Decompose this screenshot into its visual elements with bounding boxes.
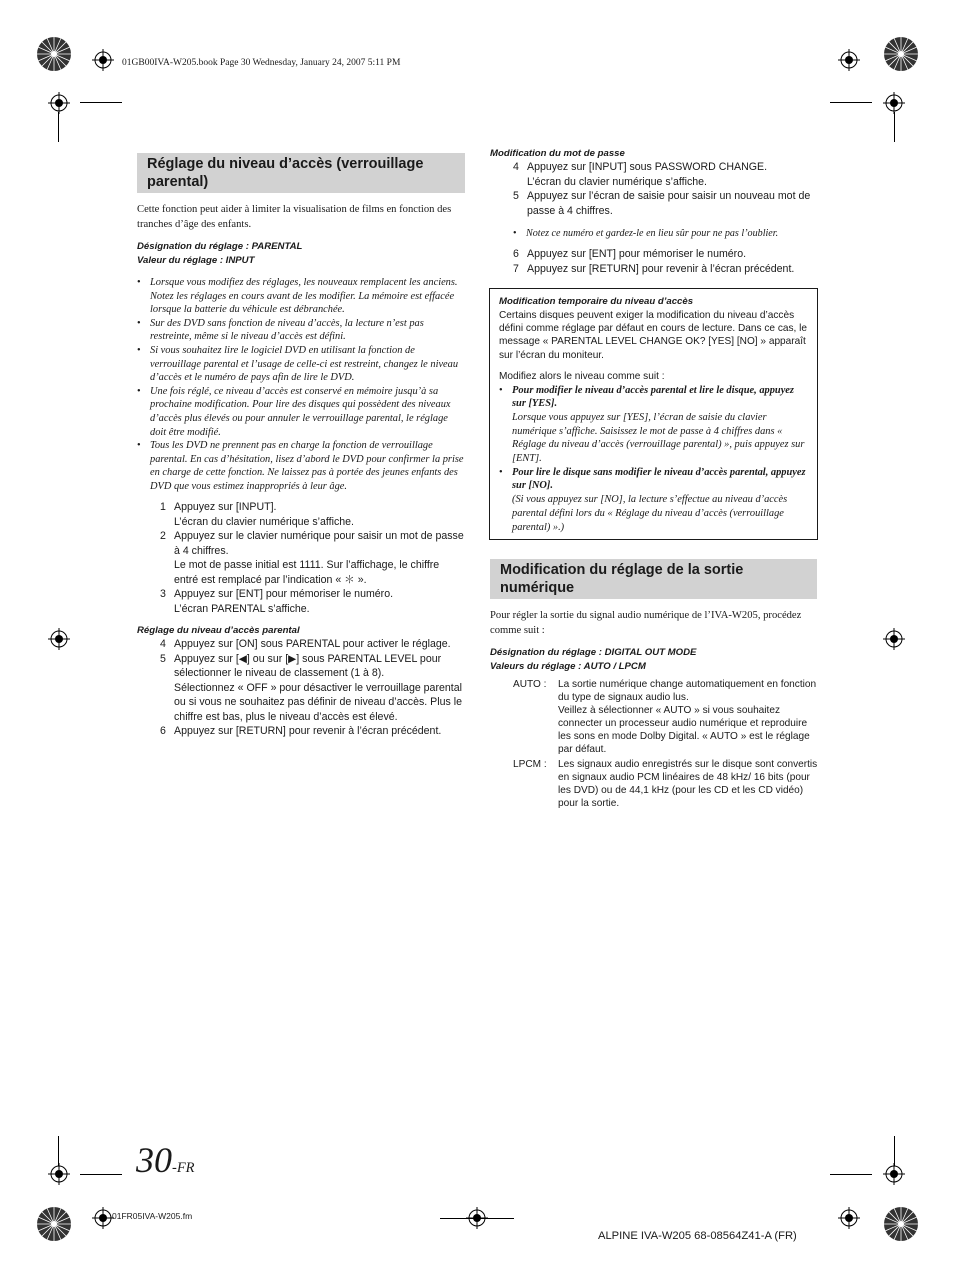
registration-star-icon (36, 36, 72, 72)
step-item: 5 Appuyez sur l’écran de saisie pour saisir un nouveau mot de passe à 4 chiffres. (513, 190, 811, 217)
password-note (513, 227, 819, 241)
step-item: 3 Appuyez sur [ENT] pour mémoriser le numéro. L’écran PARENTAL s’affiche. (160, 587, 466, 616)
step-item: 2 Appuyez sur le clavier numérique pour saisir un mot de passe à 4 chiffres. Le mot de passe initial est 1111. Sur l’affichage, le chiffre entré est remplacé par l’indication « ＊ ». (160, 529, 466, 587)
step-number: 6 (513, 248, 519, 260)
crosshair-icon (838, 49, 860, 71)
list-item: • Tous les DVD ne prennent pas en charge la fonction de verrouillage parental. En cas d’hésitation, lisez d’abord le DVD pour confirmer la prise en charge de cette fonction. Ne laissez pas à portée des jeunes enfants des DVD que vous estimez inappropriés à leur âge. (137, 440, 464, 492)
step-number: 7 (513, 262, 519, 275)
key-label: [ENT] (588, 248, 616, 260)
section-heading-digital-out-text: Modification du réglage de la sortie numérique (500, 562, 744, 596)
box-bullet-no: • Pour lire le disque sans modifier le niveau d’accès parental, appuyez sur [NO]. (Si vous appuyez sur [NO], la lecture s’effectue au niveau d’accès parental défini lors du « Réglage du niveau d’accès (verrouillage parental) ».) (499, 466, 808, 535)
box-label: Modification temporaire du niveau d’accès (499, 296, 694, 307)
page-number-digits: 30 (136, 1140, 172, 1180)
note-text: Si vous souhaitez lire le logiciel DVD en utilisant la fonction de verrouillage parental et l’usage de celle-ci est restreint, changez le niveau d’accès et le numéro de pays afin de lire le DVD. (150, 344, 459, 384)
definition-desc: Les signaux audio enregistrés sur le disque sont convertis en signaux audio PCM linéaires de 48 kHz/ 16 bits (pour les DVD) ou de 44,1 kHz (pour les CD et les CD vidéo) pour la sortie. (558, 759, 818, 809)
definition-auto (513, 678, 818, 756)
key-label: [INPUT] (235, 501, 274, 513)
crosshair-icon (48, 628, 70, 650)
setting-value-2: Valeurs du réglage : AUTO / LPCM (490, 660, 646, 672)
crosshair-icon (92, 1207, 114, 1229)
step-sub: L’écran du clavier numérique s’affiche. (174, 515, 355, 528)
step-item: 1 Appuyez sur [INPUT]. L’écran du clavier numérique s’affiche. (160, 500, 466, 529)
box-bullet-no-text: (Si vous appuyez sur [NO], la lecture s’effectue au niveau d’accès parental défini lors du « Réglage du niveau d’accès (verrouillage parental) ».) (512, 494, 788, 533)
note-text: Une fois réglé, ce niveau d’accès est conservé en mémoire jusqu’à sa prochaine modification. Pour lire des disques qui possèdent des niveaux d’accès plus élevés ou pour annuler le verrouillage parental, le réglage doit être modifié. (150, 385, 451, 438)
list-item: • Lorsque vous modifiez des réglages, les nouveaux remplacent les anciens. Notez les réglages en cours avant de les modifier. La mémoire est effacée lorsque la batterie du véhicule est débranchée. (137, 277, 458, 316)
intro-paragraph-2: Pour régler la sortie du signal audio numérique de l’IVA-W205, procédez comme suit : (490, 610, 802, 636)
step-item: 4 Appuyez sur [ON] sous PARENTAL pour activer le réglage. (160, 638, 451, 650)
setting-value: Valeur du réglage : INPUT (137, 254, 255, 266)
step-item: 4 Appuyez sur [INPUT] sous PASSWORD CHANGE. L’écran du clavier numérique s’affiche. (513, 160, 819, 189)
key-label: [ENT] (235, 588, 263, 600)
book-header-line: 01GB00IVA-W205.book Page 30 Wednesday, January 24, 2007 5:11 PM (122, 58, 401, 68)
definition-lpcm (513, 758, 818, 810)
section-heading-digital-out (490, 559, 817, 599)
steps-parental-level (160, 637, 466, 739)
note-text: Tous les DVD ne prennent pas en charge la fonction de verrouillage parental. En cas d’hésitation, lisez d’abord le DVD pour confirmer la prise en charge de cette fonction. Ne laissez pas à portée des jeunes enfants des DVD que vous estimez inappropriés à leur âge. (150, 440, 464, 492)
note-text: Notez ce numéro et gardez-le en lieu sûr pour ne pas l’oublier. (526, 228, 779, 239)
box-bullet-yes-title: Pour modifier le niveau d’accès parental et lire le disque, appuyez sur [YES]. (512, 384, 794, 410)
step-item: 7 Appuyez sur [RETURN] pour revenir à l’écran précédent. (513, 262, 795, 275)
step-number: 1 (160, 501, 166, 513)
step-item: 6 Appuyez sur [ENT] pour mémoriser le numéro. (513, 248, 747, 260)
step-item: 5 Appuyez sur [◀] ou sur [▶] sous PARENTAL LEVEL pour sélectionner le niveau de classement (1 à 8). Sélectionnez « OFF » pour désactiver le verrouillage parental ou si vous ne souhaitez pas définir de niveau d’accès. Plus le chiffre est bas, plus le niveau d’accès est élevé. (160, 652, 466, 725)
step-item: 6 Appuyez sur [RETURN] pour revenir à l’écran précédent. (160, 725, 442, 737)
key-label: [ON] (235, 638, 258, 650)
box-bullet-yes-text: Lorsque vous appuyez sur [YES], l’écran de saisie du clavier numérique s’affiche. Saisissez le mot de passe à 4 chiffres dans « Réglage du niveau d’accès (verrouillage parental) », puis appuyez sur [ENT]. (512, 411, 805, 465)
box-bullet-yes: • Pour modifier le niveau d’accès parental et lire le disque, appuyez sur [YES]. Lorsque vous appuyez sur [YES], l’écran de saisie du clavier numérique s’affiche. Saisissez le mot de passe à 4 chiffres dans « Réglage du niveau d’accès (verrouillage parental) », puis appuyez sur [ENT]. (499, 384, 808, 466)
step-number: 5 (160, 652, 166, 665)
temporary-level-box (489, 288, 818, 540)
crosshair-icon (48, 1163, 70, 1185)
footer-product-code: ALPINE IVA-W205 68-08564Z41-A (FR) (598, 1230, 797, 1242)
step-number: 5 (513, 190, 519, 202)
definition-list (513, 678, 818, 810)
list-item: • Si vous souhaitez lire le logiciel DVD en utilisant la fonction de verrouillage parental et l’usage de celle-ci est restreint, changez le niveau d’accès et le numéro de pays afin de lire le DVD. (137, 344, 459, 384)
crosshair-icon (92, 49, 114, 71)
crosshair-icon (48, 92, 70, 114)
key-label: [RETURN] (588, 262, 639, 275)
registration-star-icon (883, 36, 919, 72)
box-bullet-no-title: Pour lire le disque sans modifier le niveau d’accès parental, appuyez sur [NO]. (512, 466, 806, 492)
note-text: Sur des DVD sans fonction de niveau d’accès, la lecture n’est pas restreinte, même si le niveau d’accès est défini. (150, 317, 424, 343)
step-number: 3 (160, 588, 166, 600)
box-text: Certains disques peuvent exiger la modification du niveau d’accès défini comme réglage par défaut en cours de lecture. Dans ce cas, le message « PARENTAL LEVEL CHANGE OK? [YES] [NO] » apparaît sur l’écran du moniteur. (499, 309, 808, 361)
registration-star-icon (36, 1206, 72, 1242)
list-item: • Sur des DVD sans fonction de niveau d’accès, la lecture n’est pas restreinte, même si le niveau d’accès est défini. (137, 317, 424, 343)
setting-label-2 (490, 646, 818, 673)
crosshair-icon (838, 1207, 860, 1229)
step-sub: L’écran du clavier numérique s’affiche. (527, 175, 708, 188)
setting-designation: Désignation du réglage : PARENTAL (137, 241, 303, 252)
steps-password (160, 500, 466, 616)
sub-label-password: Modification du mot de passe (490, 148, 625, 159)
step-sub: Le mot de passe initial est 1111. Sur l’affichage, le chiffre entré est remplacé par l’indication « ＊ ». (174, 559, 440, 586)
page-number (136, 1142, 195, 1178)
intro-paragraph: Cette fonction peut aider à limiter la visualisation de films en fonction des tranches d’âge des enfants. (137, 204, 452, 230)
page-number-suffix: -FR (172, 1160, 195, 1176)
note-text: Lorsque vous modifiez des réglages, les nouveaux remplacent les anciens. Notez les réglages en cours avant de les modifier. La mémoire est effacée lorsque la batterie du véhicule est débranchée. (150, 277, 458, 316)
steps-password-change (513, 160, 819, 218)
definition-term: LPCM : (513, 759, 547, 770)
crosshair-icon (883, 628, 905, 650)
sub-label-parental-level: Réglage du niveau d’accès parental (137, 625, 300, 636)
crosshair-icon (883, 1163, 905, 1185)
steps-password-confirm (513, 247, 819, 276)
step-number: 4 (160, 638, 166, 650)
list-item: • Notez ce numéro et gardez-le en lieu sûr pour ne pas l’oublier. (513, 228, 779, 239)
step-sub: L’écran PARENTAL s’affiche. (174, 602, 310, 615)
registration-star-icon (883, 1206, 919, 1242)
key-label: [RETURN] (235, 725, 286, 737)
notes-list (137, 276, 465, 494)
key-label: [INPUT] (588, 161, 627, 173)
section-heading-parental (137, 153, 465, 193)
setting-label (137, 240, 465, 267)
list-item: • Une fois réglé, ce niveau d’accès est conservé en mémoire jusqu’à sa prochaine modification. Pour lire des disques qui possèdent des niveaux d’accès plus élevés ou pour annuler le verrouillage parental, le réglage doit être modifié. (137, 385, 451, 438)
crosshair-icon (883, 92, 905, 114)
footer-file-name: 01FR05IVA-W205.fm (112, 1211, 193, 1221)
box-text-2: Modifiez alors le niveau comme suit : (499, 371, 665, 383)
step-number: 2 (160, 530, 166, 542)
step-sub: Sélectionnez « OFF » pour désactiver le verrouillage parental ou si vous ne souhaitez pas définir de niveau d’accès. Plus le chiffre est bas, plus le niveau d’accès est élevé. (174, 681, 462, 723)
setting-designation-2: Désignation du réglage : DIGITAL OUT MODE (490, 647, 697, 658)
definition-term: AUTO : (513, 679, 547, 690)
step-number: 6 (160, 725, 166, 737)
section-heading-parental-text: Réglage du niveau d’accès (verrouillage parental) (147, 156, 424, 190)
definition-desc: La sortie numérique change automatiquement en fonction du type de signaux audio lus. Veillez à sélectionner « AUTO » si vous souhaitez connecter un processeur audio numérique et reproduire les sons en mode Dolby Digital. « AUTO » est le réglage par défaut. (558, 679, 817, 755)
step-number: 4 (513, 161, 519, 173)
